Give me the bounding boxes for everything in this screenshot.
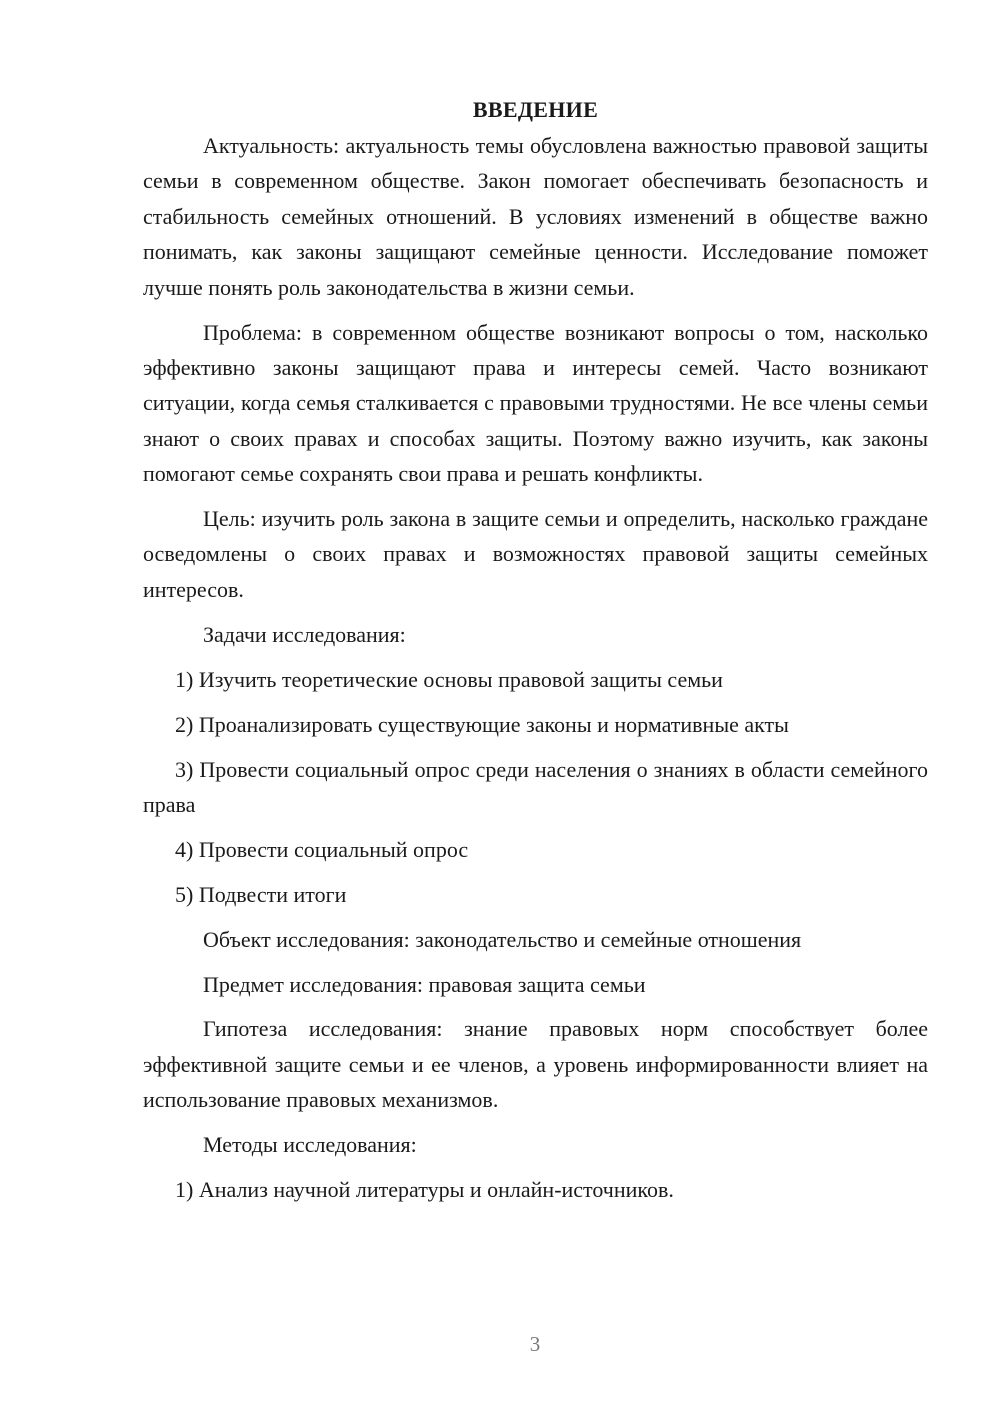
page-number: 3 bbox=[529, 1332, 541, 1356]
task-item-1: 1) Изучить теоретические основы правовой защиты семьи bbox=[175, 666, 723, 692]
document-page bbox=[143, 94, 928, 1217]
paragraph-hypothesis: Гипотеза исследования: знание правовых норм способствует более эффективной защите семьи и ее членов, а уровень информированности влияет на использование правовых механизмов. bbox=[143, 1016, 928, 1113]
task-item-2: 2) Проанализировать существующие законы и нормативные акты bbox=[175, 711, 789, 737]
task-item-5: 5) Подвести итоги bbox=[175, 881, 347, 907]
paragraph-subject: Предмет исследования: правовая защита семьи bbox=[203, 971, 646, 997]
method-item-1: 1) Анализ научной литературы и онлайн-источников. bbox=[175, 1177, 674, 1203]
task-item-3: 3) Провести социальный опрос среди населения о знаниях в области семейного права bbox=[143, 756, 928, 817]
paragraph-object: Объект исследования: законодательство и семейные отношения bbox=[203, 926, 802, 952]
task-item-4: 4) Провести социальный опрос bbox=[175, 836, 469, 862]
paragraph-relevance: Актуальность: актуальность темы обусловлена важностью правовой защиты семьи в современном обществе. Закон помогает обеспечивать безопасность и стабильность семейных отношений. В условиях изменений в обществе важно понимать, как законы защищают семейные ценности. Исследование поможет лучше понять роль законодательства в жизни семьи. bbox=[143, 133, 928, 300]
paragraph-problem: Проблема: в современном обществе возникают вопросы о том, насколько эффективно законы защищают права и интересы семей. Часто возникают ситуации, когда семья сталкивается с правовыми трудностями. Не все члены семьи знают о своих правах и способах защиты. Поэтому важно изучить, как законы помогают семье сохранять свои права и решать конфликты. bbox=[143, 319, 928, 487]
section-heading: ВВЕДЕНИЕ bbox=[472, 97, 599, 122]
methods-title: Методы исследования: bbox=[203, 1132, 417, 1158]
paragraph-goal: Цель: изучить роль закона в защите семьи и определить, насколько граждане осведомлены о своих правах и возможностях правовой защиты семейных интересов. bbox=[143, 506, 928, 602]
tasks-title: Задачи исследования: bbox=[203, 621, 406, 647]
